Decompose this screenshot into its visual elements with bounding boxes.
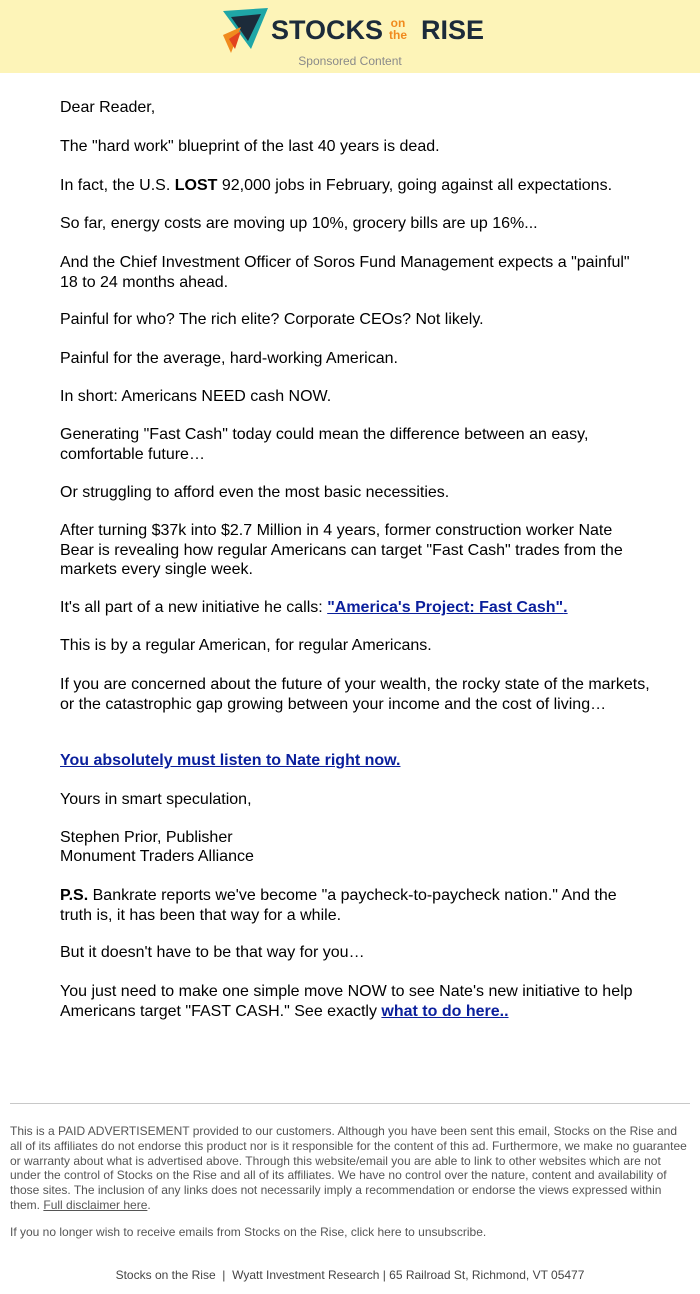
link-text: . [563,599,568,616]
logo-triangle-icon [221,5,271,55]
paragraph: This is by a regular American, for regular Americans. [60,637,432,654]
paragraph-text: It's all part of a new initiative he calls: [60,599,328,616]
fast-cash-project-link[interactable] [327,599,567,616]
link-text: "America's Project: Fast Cash" [327,599,564,616]
paragraph: So far, energy costs are moving up 10%, grocery bills are up 16%... [60,215,538,232]
signature-name: Stephen Prior, Publisher [60,829,233,846]
logo-the-word: the [389,28,407,42]
paragraph: Painful for the average, hard-working American. [60,350,398,367]
paragraph [60,751,650,771]
signoff: Yours in smart speculation, [60,791,252,808]
paragraph-text: 92,000 jobs in February, going against all expectations. [217,177,613,194]
paragraph-text: Bankrate reports we've become "a paycheck-to-paycheck nation." And the truth is, it has been that way for a while. [60,887,617,924]
paragraph [60,598,650,618]
full-disclaimer-link[interactable]: Full disclaimer here [43,1197,148,1212]
disclaimer [10,1124,690,1213]
logo-on-word: on [390,16,406,30]
paragraph: If you are concerned about the future of your wealth, the rocky state of the markets, or the catastrophic gap growing between your income and the cost of living… [60,676,650,713]
paragraph: Or struggling to afford even the most basic necessities. [60,484,450,501]
paragraph: The "hard work" blueprint of the last 40 years is dead. [60,138,440,155]
greeting: Dear Reader, [60,99,156,116]
paragraph: After turning $37k into $2.7 Million in 4 years, former construction worker Nate Bear is revealing how regular Americans can target "Fast Cash" trades from the markets every single week. [60,522,623,578]
what-to-do-here-link[interactable] [381,1003,508,1020]
paragraph-text: In fact, the U.S. [60,177,175,194]
stocks-on-the-rise-logo[interactable] [221,5,491,55]
listen-to-nate-link[interactable]: You absolutely must listen to Nate right now. [60,752,401,769]
disclaimer-text: . [147,1197,151,1212]
link-text: what to do here. [381,1002,505,1020]
footer-address: Stocks on the Rise | Wyatt Investment Research | 65 Railroad St, Richmond, VT 05477 [115,1268,585,1282]
postscript [60,886,650,925]
paragraph: But it doesn't have to be that way for you… [60,944,365,961]
paragraph: Painful for who? The rich elite? Corporate CEOs? Not likely. [60,311,484,328]
ps-label: P.S. [60,887,89,904]
paragraph [60,176,650,196]
email-header [0,0,700,73]
unsubscribe-text[interactable]: If you no longer wish to receive emails from Stocks on the Rise, click here to unsubscribe. [10,1225,487,1239]
footer-divider [10,1103,690,1104]
logo-stocks-text: STOCKS [271,15,384,45]
paragraph: Generating "Fast Cash" today could mean the difference between an easy, comfortable future… [60,426,589,463]
logo-rise-text: RISE [421,15,485,45]
paragraph: And the Chief Investment Officer of Soros Fund Management expects a "painful" 18 to 24 months ahead. [60,254,630,291]
disclaimer-text: This is a PAID ADVERTISEMENT provided to our customers. Although you have been sent this email, Stocks on the Rise and all of its affiliates do not endorse this product nor is it responsible for the content of this ad. Furthermore, we make no guarantee or warranty about what is advertised above. Through this website/email you are able to link to other websites which are not under the control of Stocks on the Rise and all of its affiliates. We have no control over the nature, content and availability of those sites. The inclusion of any links does not necessarily imply a recommendation or endorse the views expressed within them. [10,1124,687,1212]
logo-on-the-text [389,17,407,41]
paragraph: In short: Americans NEED cash NOW. [60,388,332,405]
emphasis-text: LOST [174,177,218,194]
sponsored-label: Sponsored Content [298,54,402,68]
signature-org: Monument Traders Alliance [60,848,254,865]
paragraph-text: You just need to make one simple move NOW to see Nate's new initiative to help Americans target "FAST CASH." See exactly [60,983,633,1020]
paragraph [60,982,650,1021]
link-text: . [504,1002,509,1020]
